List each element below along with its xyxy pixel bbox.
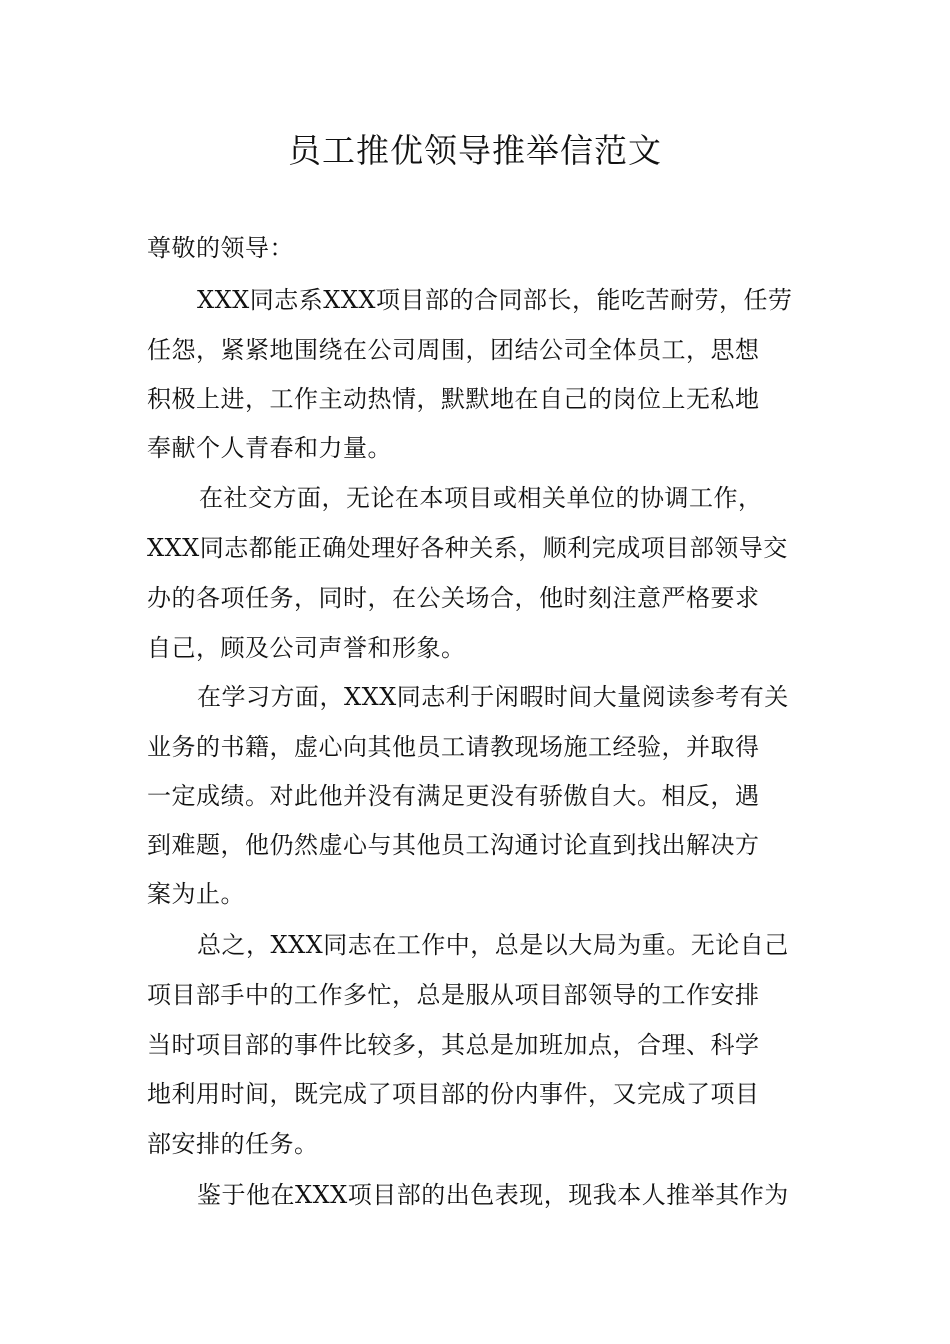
paragraph-3-line-2: 业务的书籍，虚心向其他员工请教现场施工经验，并取得	[147, 733, 760, 761]
paragraph-1-line-1: XXX同志系XXX项目部的合同部长，能吃苦耐劳，任劳	[197, 286, 793, 314]
paragraph-3-line-3: 一定成绩。对此他并没有满足更没有骄傲自大。相反，遇	[147, 782, 760, 810]
paragraph-2-line-3: 办的各项任务，同时，在公关场合，他时刻注意严格要求	[147, 584, 760, 612]
paragraph-2-line-2: XXX同志都能正确处理好各种关系，顺利完成项目部领导交	[147, 534, 788, 562]
paragraph-4-line-5: 部安排的任务。	[147, 1130, 319, 1158]
paragraph-3-line-1: 在学习方面，XXX同志利于闲暇时间大量阅读参考有关	[197, 683, 789, 711]
paragraph-4-line-3: 当时项目部的事件比较多，其总是加班加点，合理、科学	[147, 1031, 760, 1059]
paragraph-2-line-1: 在社交方面，无论在本项目或相关单位的协调工作，	[199, 484, 763, 512]
paragraph-3-line-5: 案为止。	[147, 880, 245, 908]
paragraph-4-line-4: 地利用时间，既完成了项目部的份内事件，又完成了项目	[147, 1080, 760, 1108]
paragraph-1-line-4: 奉献个人青春和力量。	[147, 434, 392, 462]
paragraph-3-line-4: 到难题，他仍然虚心与其他员工沟通讨论直到找出解决方	[147, 831, 760, 859]
paragraph-5-line-1: 鉴于他在XXX项目部的出色表现，现我本人推举其作为	[197, 1181, 789, 1209]
paragraph-4-line-2: 项目部手中的工作多忙，总是服从项目部领导的工作安排	[147, 981, 760, 1009]
paragraph-1-line-3: 积极上进，工作主动热情，默默地在自己的岗位上无私地	[147, 385, 760, 413]
paragraph-1-line-2: 任怨，紧紧地围绕在公司周围，团结公司全体员工，思想	[147, 336, 760, 364]
paragraph-4-line-1: 总之，XXX同志在工作中，总是以大局为重。无论自己	[197, 931, 789, 959]
salutation: 尊敬的领导：	[147, 234, 294, 262]
document-title: 员工推优领导推举信范文	[288, 131, 662, 170]
paragraph-2-line-4: 自己，顾及公司声誉和形象。	[147, 634, 466, 662]
